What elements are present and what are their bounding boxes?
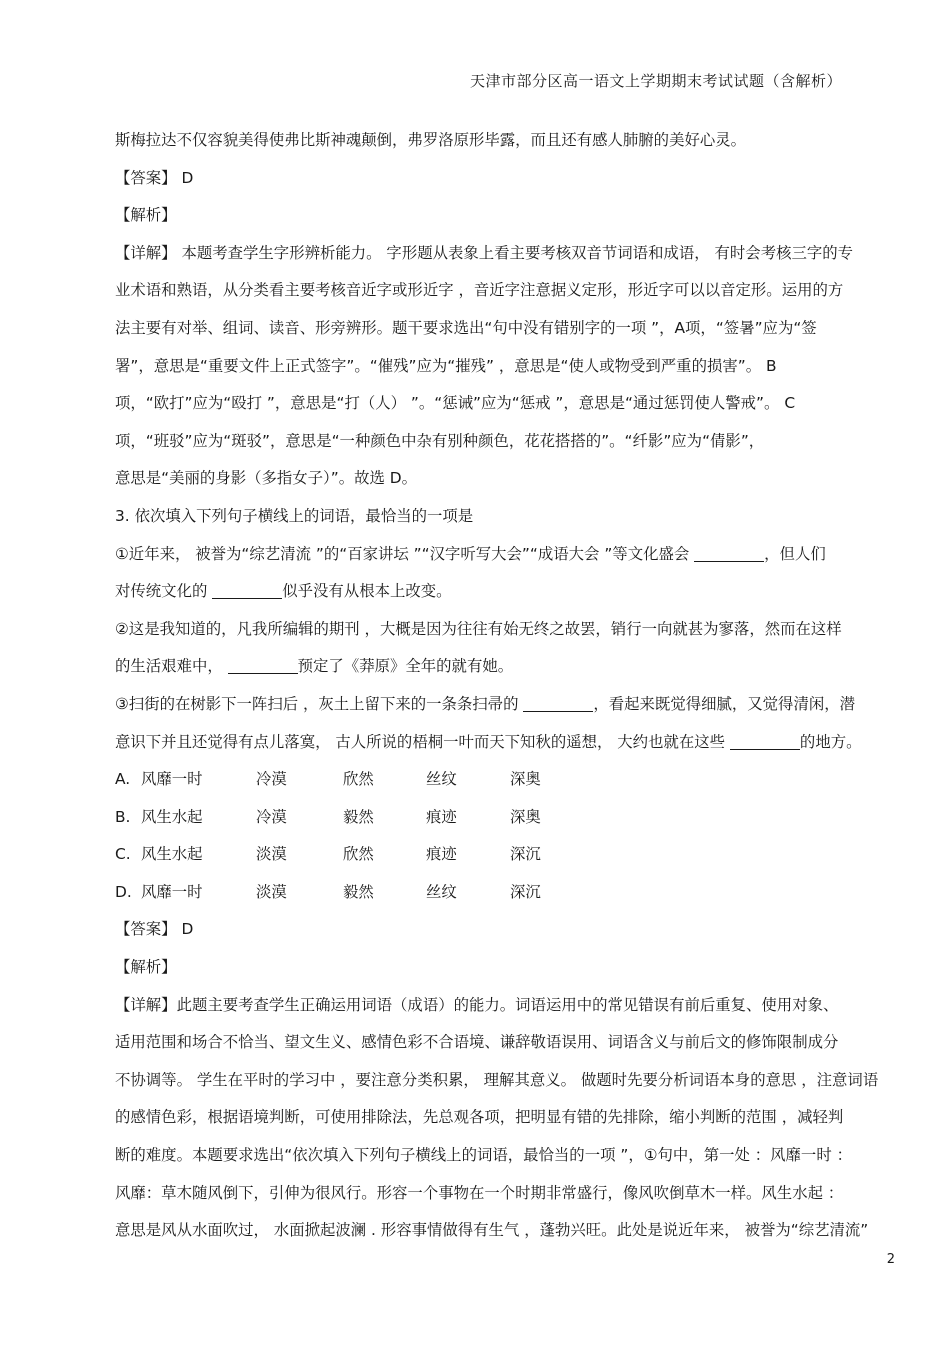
text-line: 适用范围和场合不恰当、望文生义、感情色彩不合语境、谦辞敬语误用、词语含义与前后文的修饰限制成分: [115, 1033, 839, 1052]
text-line: 【详解】此题主要考查学生正确运用词语（成语）的能力。词语运用中的常见错误有前后重复、使用对象、: [115, 995, 839, 1014]
text-line: 意思是“美丽的身影（多指女子）”。故选 D。: [115, 469, 418, 488]
option-word: 风生水起: [141, 845, 203, 864]
text-line: 意思是风从水面吹过， 水面掀起波澜 . 形容事情做得有生气 ，蓬勃兴旺。此处是说近年来， 被誉为“综艺清流”: [115, 1221, 869, 1240]
sentence-text: ，看起来既觉得细腻，又觉得清闲，潜: [593, 694, 856, 713]
text-line: 项，“欧打”应为“殴打 ”，意思是“打（人） ”。“惩诫”应为“惩戒 ”，意思是“通过惩罚使人警戒”。 C: [115, 394, 796, 413]
page-number: 2: [886, 1252, 895, 1267]
sentence-text: 对传统文化的: [115, 582, 213, 601]
fill-blank: [694, 545, 764, 562]
question-sentence: [115, 648, 900, 686]
question-sentence: [115, 686, 900, 724]
sentence-text: 似乎没有从根本上改变。: [282, 582, 452, 601]
sentence-text: 预定了《莽原》全年的就有她。: [297, 657, 514, 676]
text-line: 不协调等。 学生在平时的学习中 ，要注意分类积累， 理解其意义。 做题时先要分析词语本身的意思 ，注意词语: [115, 1070, 879, 1089]
question-sentence: [115, 536, 900, 574]
option-word: 冷漠: [256, 770, 287, 789]
option-b: [115, 799, 900, 837]
question-sentence: [115, 611, 900, 649]
fill-blank: [730, 733, 800, 750]
option-word: 深奥: [510, 807, 541, 826]
option-word: 淡漠: [256, 882, 287, 901]
option-d: [115, 874, 900, 912]
question-stem: 3. 依次填入下列句子横线上的词语，最恰当的一项是: [115, 506, 474, 525]
sentence-text: ①近年来， 被誉为“综艺清流 ”的“百家讲坛 ”“汉字听写大会”“成语大会 ”等文化盛会: [115, 544, 695, 563]
option-word: 深沉: [510, 882, 541, 901]
option-key: A.: [115, 770, 131, 789]
sentence-text: ②这是我知道的，凡我所编辑的期刊 ，大概是因为往往有始无终之故罢，销行一向就甚为寥落，然而在这样: [115, 619, 842, 638]
fill-blank: [228, 657, 298, 674]
option-key: C.: [115, 845, 131, 864]
text-line: 署”，意思是“重要文件上正式签字”。“催残”应为“摧残” ，意思是“使人或物受到严重的损害”。 B: [115, 356, 777, 375]
analysis-label: 【解析】: [115, 958, 177, 977]
text-line: 项，“班驳”应为“斑驳”，意思是“一种颜色中杂有别种颜色，花花搭搭的”。“纤影”应为“倩影”，: [115, 431, 765, 450]
analysis-label: 【解析】: [115, 206, 177, 225]
text-line: 断的难度。本题要求选出“依次填入下列句子横线上的词语，最恰当的一项 ”，①句中，第一处 ：风靡一时 ：: [115, 1146, 852, 1165]
answer-label: 【答案】 D: [115, 920, 194, 939]
sentence-text: ③扫街的在树影下一阵扫后 ，灰土上留下来的一条条扫帚的: [115, 694, 524, 713]
option-word: 欣然: [343, 845, 374, 864]
option-word: 痕迹: [426, 845, 457, 864]
fill-blank: [523, 695, 593, 712]
answer-label: 【答案】 D: [115, 168, 194, 187]
option-a: [115, 761, 900, 799]
option-key: B.: [115, 807, 131, 826]
page-content: [115, 122, 900, 1250]
question-sentence: [115, 573, 900, 611]
text-line: 业术语和熟语，从分类看主要考核音近字或形近字 ，音近字注意据义定形，形近字可以以音定形。运用的方: [115, 281, 844, 300]
text-line: 【详解】 本题考查学生字形辨析能力。 字形题从表象上看主要考核双音节词语和成语， 有时会考核三字的专: [115, 243, 854, 262]
page-header: 天津市部分区高一语文上学期期末考试试题（含解析）: [469, 72, 842, 90]
sentence-text: 的地方。: [799, 732, 862, 751]
text-line: 法主要有对举、组词、读音、形旁辨形。题干要求选出“句中没有错别字的一项 ”，A项，“签暑”应为“签: [115, 318, 817, 337]
question-sentence: [115, 724, 900, 762]
option-word: 风靡一时: [141, 770, 203, 789]
option-word: 欣然: [343, 770, 374, 789]
option-word: 丝纹: [426, 770, 457, 789]
sentence-text: ，但人们: [764, 544, 826, 563]
option-c: [115, 836, 900, 874]
option-key: D.: [115, 882, 132, 901]
option-word: 痕迹: [426, 807, 457, 826]
sentence-text: 意识下并且还觉得有点儿落寞， 古人所说的梧桐一叶而天下知秋的遥想， 大约也就在这些: [115, 732, 730, 751]
option-word: 风靡一时: [141, 882, 203, 901]
option-word: 冷漠: [256, 807, 287, 826]
option-word: 风生水起: [141, 807, 203, 826]
text-line: 风靡：草木随风倒下，引伸为很风行。形容一个事物在一个时期非常盛行，像风吹倒草木一样。风生水起 ：: [115, 1183, 844, 1202]
option-word: 丝纹: [426, 882, 457, 901]
sentence-text: 的生活艰难中，: [115, 657, 228, 676]
text-line: 斯梅拉达不仅容貌美得使弗比斯神魂颠倒，弗罗洛原形毕露，而且还有感人肺腑的美好心灵。: [115, 131, 747, 149]
option-word: 深沉: [510, 845, 541, 864]
fill-blank: [212, 582, 282, 599]
option-word: 深奥: [510, 770, 541, 789]
text-line: 的感情色彩，根据语境判断，可使用排除法，先总观各项，把明显有错的先排除，缩小判断的范围 ，减轻判: [115, 1108, 844, 1127]
option-word: 毅然: [343, 882, 374, 901]
option-word: 毅然: [343, 807, 374, 826]
option-word: 淡漠: [256, 845, 287, 864]
